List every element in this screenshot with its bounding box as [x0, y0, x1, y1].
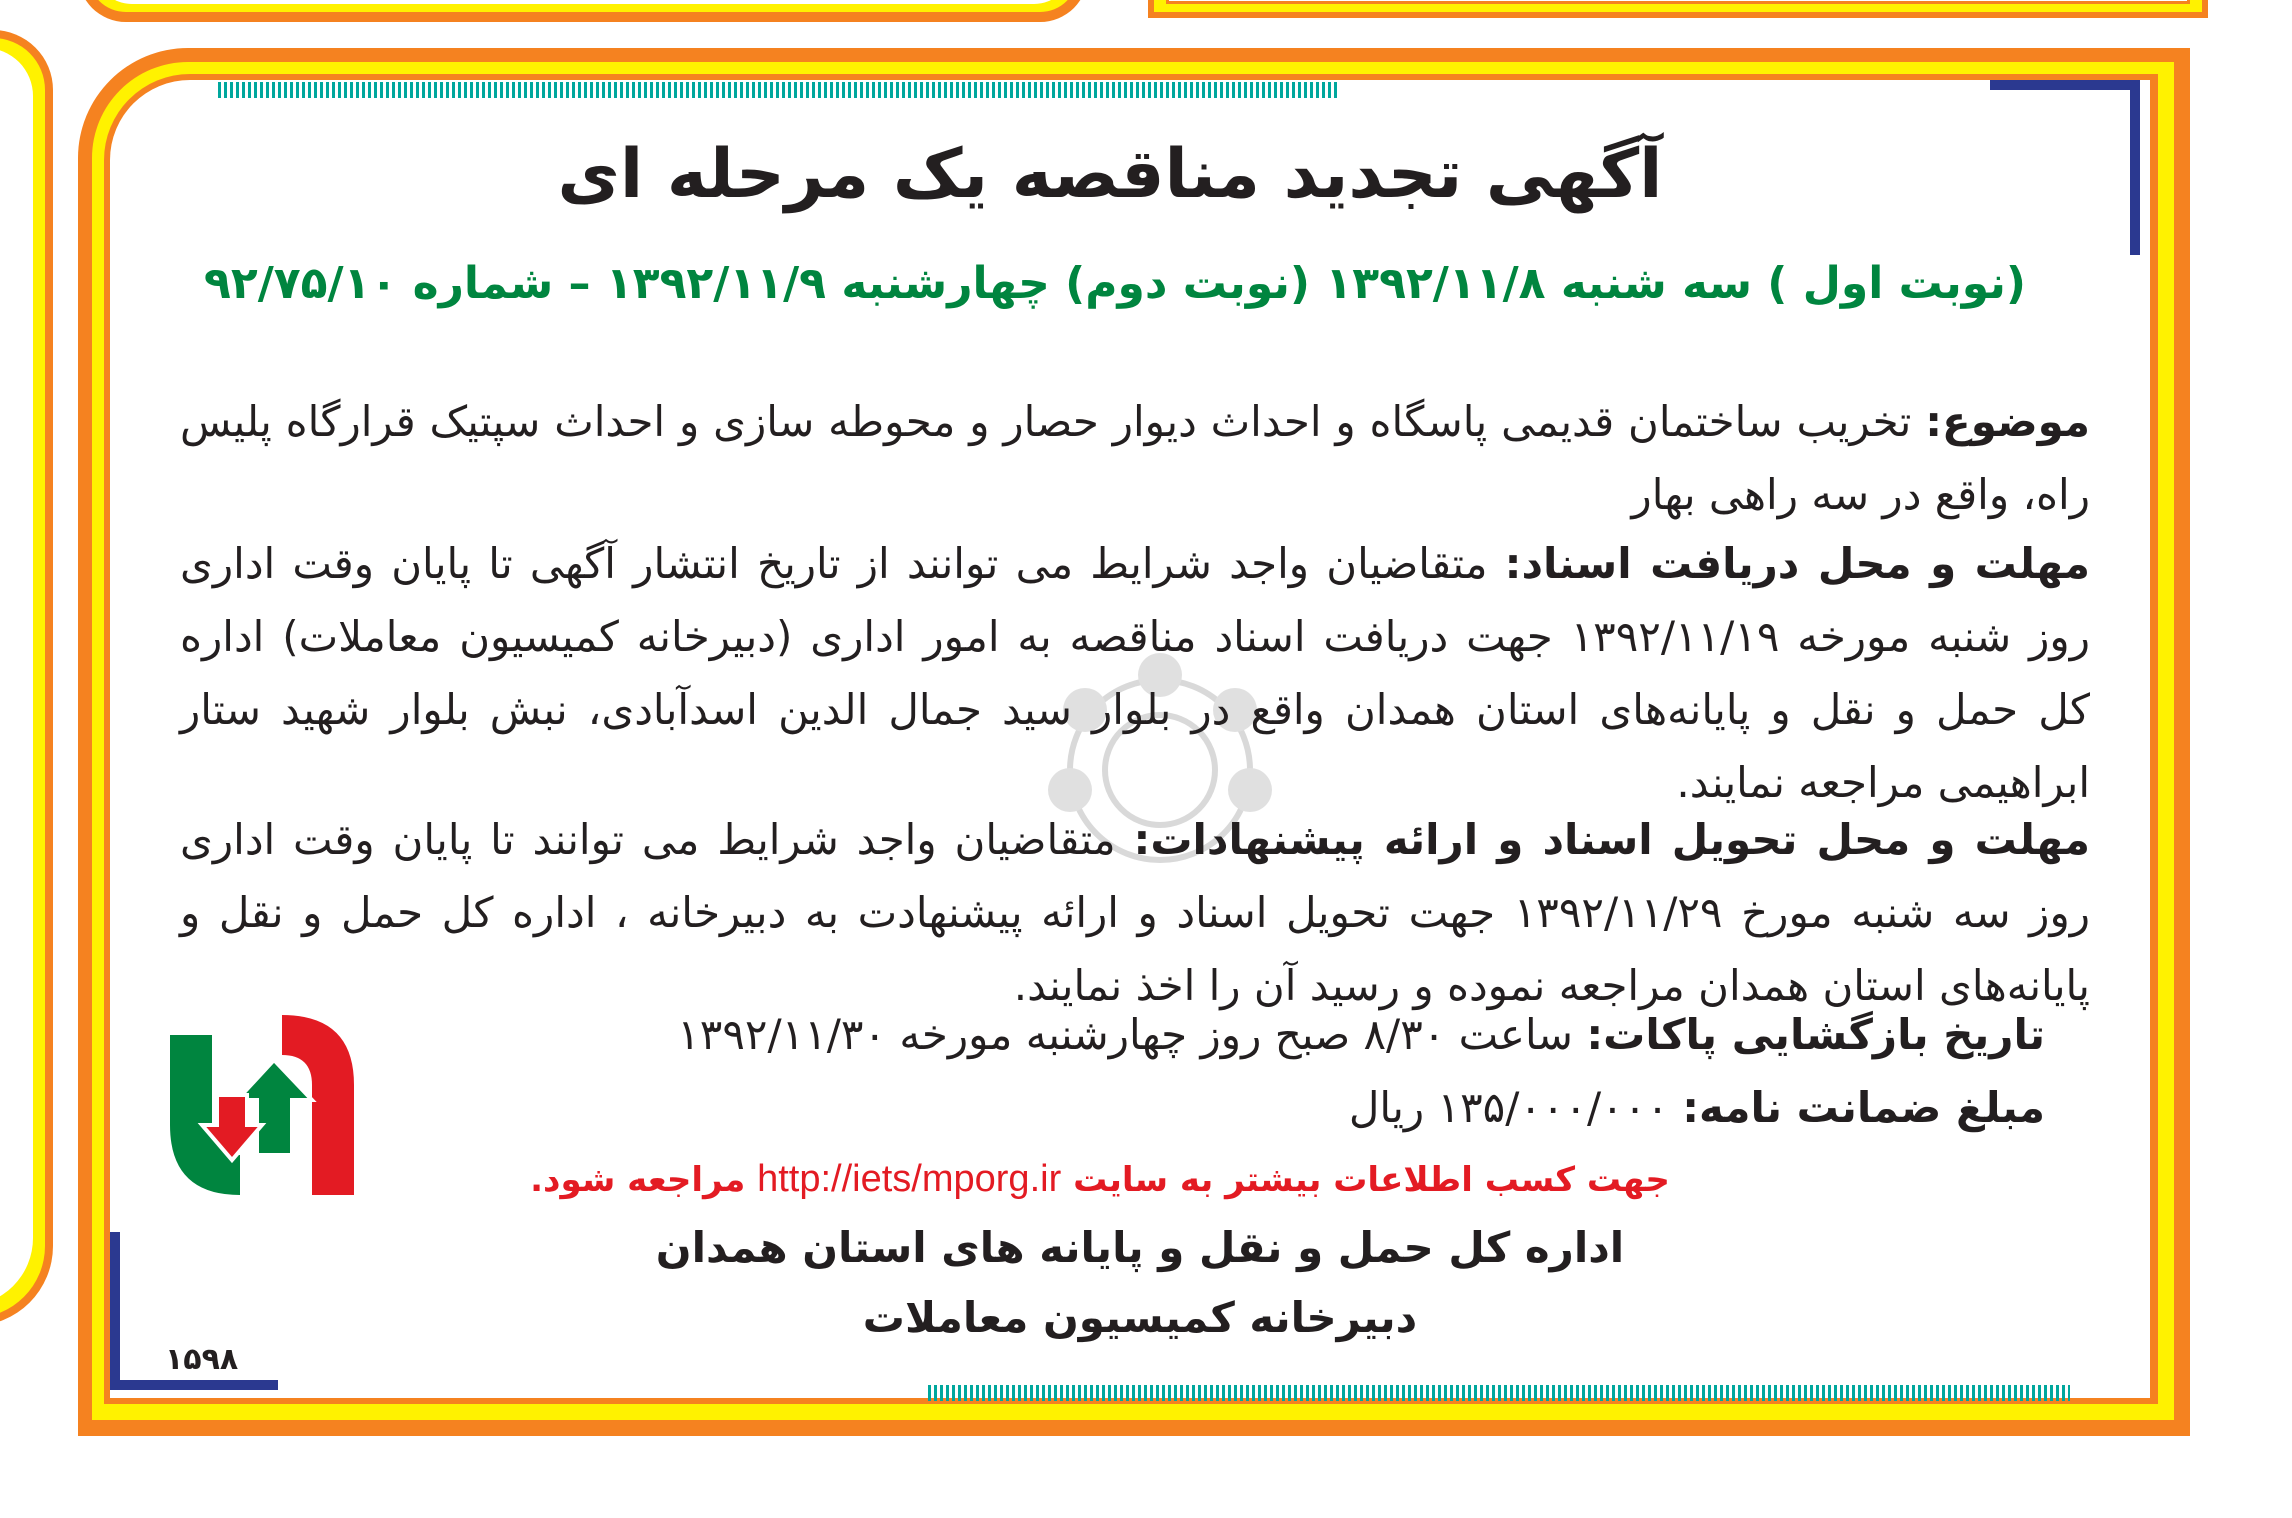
corner-accent-top-right: [1990, 80, 2140, 90]
top-frame-fragment-right: [1148, 0, 2208, 18]
department-name: دبیرخانه کمیسیون معاملات: [862, 1293, 1418, 1342]
proposal-delivery-text: متقاضیان واجد شرایط می توانند تا پایان وقت اداری روز سه شنبه مورخ ۱۳۹۲/۱۱/۲۹ جهت تحویل اسناد و ارائه پیشنهادت به دبیرخانه ، اداره کل حمل و نقل و پایانه‌های استان همدان مراجعه نموده و رسید آن را اخذ نمایند.: [180, 815, 2091, 1010]
guarantee-line: [560, 1083, 2045, 1132]
subject-paragraph: [180, 385, 2090, 531]
opening-date-label: تاریخ بازگشایی پاکات:: [1586, 1010, 2045, 1059]
corner-accent-bottom-left: [110, 1380, 278, 1390]
transport-organization-logo: [162, 1005, 362, 1200]
ad-title: آگهی تجدید مناقصه یک مرحله ای: [557, 135, 1663, 214]
decorative-dash-strip-top: [218, 82, 1338, 98]
opening-date-line: [560, 1010, 2045, 1059]
left-frame-fragment: [0, 30, 53, 1326]
proposal-delivery-label: مهلت و محل تحویل اسناد و ارائه پیشنهادات:: [1133, 815, 2090, 864]
document-receipt-label: مهلت و محل دریافت اسناد:: [1504, 539, 2090, 588]
guarantee-label: مبلغ ضمانت نامه:: [1682, 1083, 2045, 1132]
ad-subtitle: (نوبت اول ) سه شنبه ۱۳۹۲/۱۱/۸ (نوبت دوم) چهارشنبه ۱۳۹۲/۱۱/۹ – شماره ۹۲/۷۵/۱۰: [204, 258, 2026, 309]
ad-code-number: ۱۵۹۸: [165, 1342, 239, 1377]
guarantee-text: ۱۳۵/۰۰۰/۰۰۰ ریال: [1348, 1083, 1683, 1132]
website-prefix: جهت کسب اطلاعات بیشتر به سایت: [1073, 1160, 1670, 1200]
top-frame-fragment-left: [78, 0, 1088, 22]
opening-date-text: ساعت ۸/۳۰ صبح روز چهارشنبه مورخه ۱۳۹۲/۱۱/۳۰: [677, 1010, 1587, 1059]
website-url[interactable]: http://iets/mporg.ir: [757, 1158, 1062, 1200]
corner-accent-bottom-left-vertical: [110, 1232, 120, 1390]
subject-text: تخریب ساختمان قدیمی پاسگاه و احداث دیوار حصار و محوطه سازی و احداث سپتیک قرارگاه پلیس راه، واقع در سه راهی بهار: [180, 397, 2090, 519]
decorative-dash-strip-bottom: [928, 1385, 2070, 1401]
proposal-delivery-paragraph: [180, 803, 2090, 1022]
organization-name: اداره کل حمل و نقل و پایانه های استان همدان: [655, 1223, 1625, 1272]
subject-label: موضوع:: [1925, 397, 2090, 446]
document-receipt-text: متقاضیان واجد شرایط می توانند از تاریخ انتشار آگهی تا پایان وقت اداری روز شنبه مورخه ۱۳۹۲/۱۱/۱۹ جهت دریافت اسناد مناقصه به امور اداری (دبیرخانه کمیسیون معاملات) اداره کل حمل و نقل و پایانه‌های استان همدان واقع در بلوار سید جمال الدین اسدآبادی، نبش بلوار شهید ستار ابراهیمی مراجعه نمایند.: [180, 539, 2091, 807]
website-line: [480, 1158, 1720, 1201]
website-suffix: مراجعه شود.: [530, 1160, 746, 1200]
corner-accent-top-right-vertical: [2130, 80, 2140, 255]
document-receipt-paragraph: [180, 527, 2090, 819]
